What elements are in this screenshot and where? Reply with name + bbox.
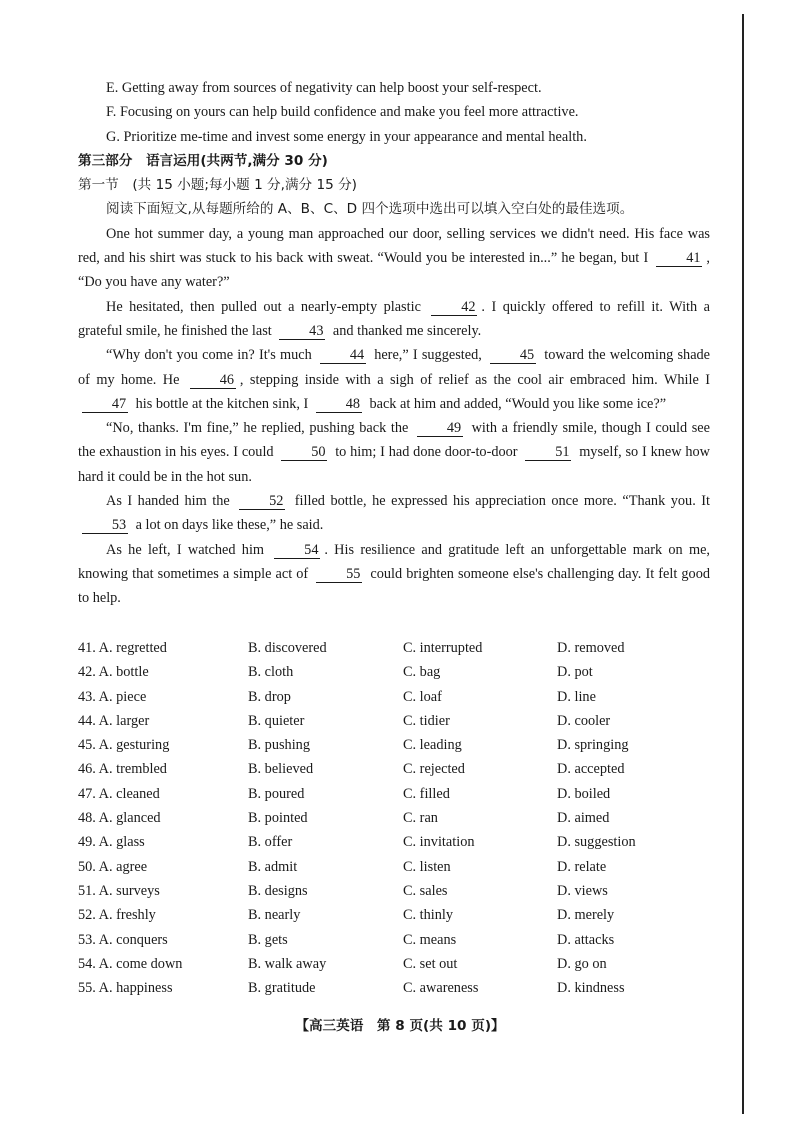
option-a: 46. A. trembled [78, 761, 167, 778]
option-b: B. cloth [248, 664, 294, 681]
option-c: C. thinly [403, 907, 454, 924]
blank-55: 55 [316, 566, 362, 583]
passage-text: and thanked me sincerely. [332, 322, 482, 339]
blank-47: 47 [82, 396, 128, 413]
option-a: 51. A. surveys [78, 882, 160, 899]
page-edge-line [742, 14, 744, 1114]
option-b: B. gratitude [248, 980, 316, 997]
passage-text: As he left, I watched him [106, 541, 265, 558]
option-a: 43. A. piece [78, 688, 147, 705]
option-c: C. ran [403, 810, 438, 827]
blank-50: 50 [281, 444, 327, 461]
passage-paragraph-4 [78, 416, 710, 489]
option-a: 54. A. come down [78, 955, 183, 972]
option-b: B. designs [248, 882, 308, 899]
option-b: B. pushing [248, 737, 310, 754]
passage-paragraph-1 [78, 222, 710, 295]
option-e: E. Getting away from sources of negativity can help boost your self-respect. [106, 80, 542, 96]
option-c: C. loaf [403, 688, 442, 705]
option-b: B. gets [248, 931, 288, 948]
option-g: G. Prioritize me-time and invest some energy in your appearance and mental health. [106, 128, 587, 145]
passage-text: He hesitated, then pulled out a nearly-empty plastic [106, 298, 421, 315]
passage-text: his bottle at the kitchen sink, I [135, 395, 309, 412]
option-c: C. means [403, 931, 457, 948]
subsection-heading: 第一节 (共 15 小题;每小题 1 分,满分 15 分) [78, 177, 357, 194]
option-d: D. springing [557, 737, 629, 754]
passage-paragraph-2 [78, 295, 710, 344]
option-b: B. walk away [248, 955, 327, 972]
question-row [78, 855, 718, 879]
option-c: C. interrupted [403, 640, 483, 656]
option-a: 49. A. glass [78, 834, 145, 851]
passage-text: back at him and added, “Would you like some ice?” [369, 395, 667, 412]
question-row [78, 757, 718, 781]
passage-text: a lot on days like these,” he said. [135, 517, 324, 534]
question-row [78, 830, 718, 854]
option-d: D. suggestion [557, 834, 636, 851]
option-c: C. rejected [403, 761, 465, 778]
question-row [78, 685, 718, 709]
question-row [78, 636, 718, 660]
question-row [78, 952, 718, 976]
blank-46: 46 [190, 372, 236, 389]
option-d: D. boiled [557, 785, 611, 802]
option-c: C. awareness [403, 980, 479, 997]
option-b: B. admit [248, 858, 298, 875]
option-f: F. Focusing on yours can help build confidence and make you feel more attractive. [106, 104, 579, 121]
blank-53: 53 [82, 517, 128, 534]
question-row [78, 782, 718, 806]
passage-text: here,” I suggested, [374, 347, 482, 364]
option-b: B. believed [248, 761, 314, 778]
option-d: D. go on [557, 955, 607, 972]
question-row [78, 806, 718, 830]
blank-45: 45 [490, 347, 536, 364]
blank-52: 52 [239, 493, 285, 510]
passage-text: to him; I had done door-to-door [335, 444, 518, 461]
option-d: D. attacks [557, 931, 615, 948]
passage-text: . His resilience and gratitude left an unforgettable mark on me, knowing that sometimes a simple act of [78, 541, 711, 582]
option-d: D. kindness [557, 980, 625, 997]
blank-54: 54 [274, 542, 320, 559]
option-c: C. listen [403, 858, 451, 875]
passage-text: could brighten someone else's challenging day. It felt good to help. [78, 565, 711, 607]
option-c: C. filled [403, 785, 450, 802]
option-a: 44. A. larger [78, 712, 150, 729]
option-a: 45. A. gesturing [78, 737, 170, 754]
option-b: B. pointed [248, 810, 308, 827]
passage-text: with a friendly smile, though I could see the exhaustion in his eyes. I could [78, 420, 710, 461]
option-d: D. aimed [557, 810, 610, 827]
passage-text: , stepping inside with a sigh of relief as the cool air embraced him. While I [239, 371, 710, 388]
question-row [78, 709, 718, 733]
blank-42: 42 [431, 299, 477, 316]
option-b: B. nearly [248, 907, 301, 924]
passage-text: As I handed him the [106, 493, 230, 510]
blank-51: 51 [525, 444, 571, 461]
option-a: 48. A. glanced [78, 810, 161, 827]
option-d: D. line [557, 688, 596, 705]
passage-text: myself, so I knew how hard it could be in the hot sun. [78, 444, 710, 485]
passage-text: “Why don't you come in? It's much [106, 347, 312, 364]
option-b: B. offer [248, 834, 293, 851]
question-row [78, 928, 718, 952]
passage-text: filled bottle, he expressed his appreciation once more. “Thank you. It [294, 493, 711, 510]
option-d: D. merely [557, 907, 615, 924]
option-d: D. pot [557, 664, 593, 681]
blank-48: 48 [316, 396, 362, 413]
question-row [78, 903, 718, 927]
instruction: 阅读下面短文,从每题所给的 A、B、C、D 四个选项中选出可以填入空白处的最佳选项。 [106, 201, 634, 218]
section-heading: 第三部分 语言运用(共两节,满分 30 分) [78, 152, 328, 169]
option-b: B. poured [248, 785, 305, 802]
option-c: C. tidier [403, 712, 450, 729]
option-d: D. relate [557, 858, 607, 875]
option-d: D. removed [557, 640, 625, 656]
option-b: B. quieter [248, 712, 305, 729]
blank-49: 49 [417, 420, 463, 437]
option-d: D. cooler [557, 712, 611, 729]
answer-options [78, 636, 718, 1000]
option-c: C. bag [403, 664, 441, 681]
passage-paragraph-3 [78, 343, 710, 416]
page-content [78, 76, 710, 611]
passage-text: . I quickly offered to refill it. With a grateful smile, he finished the last [78, 298, 710, 339]
option-a: 42. A. bottle [78, 664, 149, 681]
option-c: C. invitation [403, 834, 475, 851]
question-row [78, 660, 718, 684]
option-d: D. views [557, 882, 608, 899]
blank-41: 41 [656, 250, 702, 267]
page-footer: 【高三英语 第 8 页(共 10 页)】 [295, 1018, 505, 1034]
option-a: 52. A. freshly [78, 907, 156, 924]
option-b: B. drop [248, 688, 291, 705]
blank-43: 43 [279, 323, 325, 340]
question-row [78, 976, 718, 1000]
question-row [78, 733, 718, 757]
option-b: B. discovered [248, 640, 327, 656]
question-row [78, 879, 718, 903]
option-c: C. sales [403, 882, 448, 899]
option-a: 53. A. conquers [78, 931, 168, 948]
passage-text: “No, thanks. I'm fine,” he replied, pushing back the [106, 420, 409, 437]
option-a: 47. A. cleaned [78, 785, 160, 802]
option-a: 55. A. happiness [78, 980, 173, 997]
option-a: 50. A. agree [78, 858, 148, 875]
blank-44: 44 [320, 347, 366, 364]
option-d: D. accepted [557, 761, 625, 778]
option-c: C. leading [403, 737, 462, 754]
passage-text: One hot summer day, a young man approached our door, selling services we didn't need. His face was red, and his shirt was stuck to his back with sweat. “Would you be interested in...” he began, but I [78, 225, 710, 267]
passage-paragraph-6 [78, 538, 710, 611]
option-c: C. set out [403, 955, 458, 972]
option-a: 41. A. regretted [78, 640, 167, 656]
passage-paragraph-5 [78, 489, 710, 538]
passage-text: toward the welcoming shade of my home. He [78, 347, 711, 388]
passage-text: , “Do you have any water?” [78, 250, 710, 291]
